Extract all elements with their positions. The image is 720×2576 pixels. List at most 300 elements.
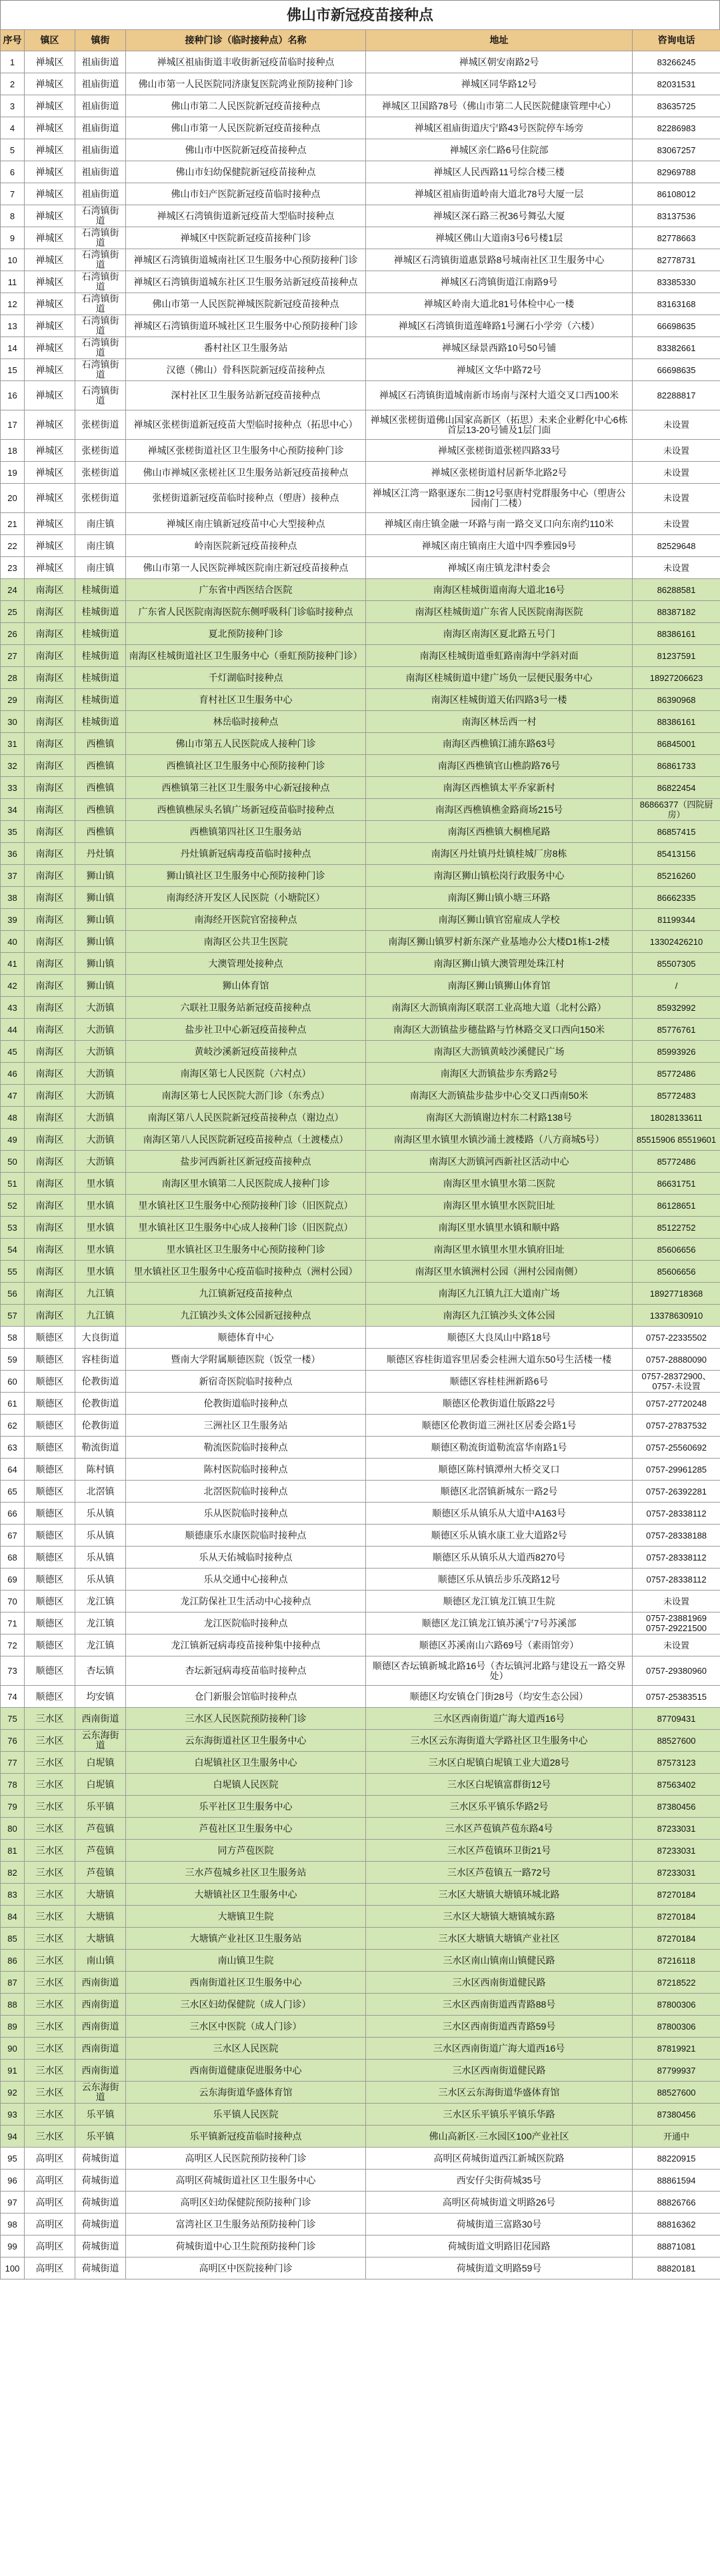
cell-index: 53 — [1, 1217, 25, 1239]
cell-district: 南海区 — [25, 1063, 75, 1085]
cell-address: 三水区西南街道广海大道西16号 — [366, 2038, 633, 2060]
cell-index: 67 — [1, 1525, 25, 1547]
table-row — [1, 1283, 720, 1305]
cell-district: 禅城区 — [25, 51, 75, 73]
cell-phone: 66698635 — [633, 359, 720, 381]
table-row — [1, 1840, 720, 1862]
cell-town: 荷城街道 — [75, 2148, 126, 2170]
cell-address: 南海区九江镇沙头文体公园 — [366, 1305, 633, 1327]
table-row — [1, 73, 720, 95]
cell-address: 南海区里水镇里水镇沙涌土渡楼路（八方商城5号） — [366, 1129, 633, 1151]
cell-index: 51 — [1, 1173, 25, 1195]
cell-town: 龙江镇 — [75, 1591, 126, 1612]
cell-district: 南海区 — [25, 975, 75, 997]
cell-index: 79 — [1, 1796, 25, 1818]
cell-district: 顺德区 — [25, 1503, 75, 1525]
cell-district: 禅城区 — [25, 462, 75, 484]
cell-town: 祖庙街道 — [75, 161, 126, 183]
cell-address: 三水区大塘镇大塘镇城东路 — [366, 1906, 633, 1928]
cell-phone: 0757-26392281 — [633, 1481, 720, 1503]
cell-district: 禅城区 — [25, 139, 75, 161]
cell-phone: 87270184 — [633, 1928, 720, 1950]
cell-index: 85 — [1, 1928, 25, 1950]
cell-town: 勒流街道 — [75, 1437, 126, 1459]
cell-phone: 未设置 — [633, 1591, 720, 1612]
cell-address: 南海区狮山镇小塘三环路 — [366, 887, 633, 909]
cell-address: 三水区乐平镇乐平镇乐华路 — [366, 2104, 633, 2126]
table-row — [1, 1063, 720, 1085]
table-row — [1, 183, 720, 205]
cell-site-name: 南海区公共卫生医院 — [126, 931, 366, 953]
cell-district: 禅城区 — [25, 484, 75, 513]
cell-district: 顺德区 — [25, 1612, 75, 1634]
cell-site-name: 盐步河西新社区新冠疫苗接种点 — [126, 1151, 366, 1173]
cell-site-name: 高明区荷城街道社区卫生服务中心 — [126, 2170, 366, 2192]
cell-town: 荷城街道 — [75, 2236, 126, 2257]
cell-index: 39 — [1, 909, 25, 931]
table-row — [1, 975, 720, 997]
cell-address: 顺德区乐从镇乐从大道中A163号 — [366, 1503, 633, 1525]
cell-district: 南海区 — [25, 997, 75, 1019]
column-header-phone: 咨询电话 — [633, 30, 720, 51]
cell-phone: 13378630910 — [633, 1305, 720, 1327]
cell-town: 南庄镇 — [75, 535, 126, 557]
cell-town: 祖庙街道 — [75, 139, 126, 161]
cell-site-name: 龙江防保社卫生活动中心接种点 — [126, 1591, 366, 1612]
cell-district: 南海区 — [25, 733, 75, 755]
cell-district: 顺德区 — [25, 1393, 75, 1415]
table-row — [1, 1591, 720, 1612]
cell-address: 禅城区人民西路11号综合楼三楼 — [366, 161, 633, 183]
cell-district: 顺德区 — [25, 1686, 75, 1708]
cell-district: 南海区 — [25, 689, 75, 711]
cell-town: 里水镇 — [75, 1261, 126, 1283]
cell-address: 南海区里水镇里水第二医院 — [366, 1173, 633, 1195]
cell-address: 南海区狮山镇罗村新东深产业基地办公大楼D1栋1-2楼 — [366, 931, 633, 953]
cell-index: 1 — [1, 51, 25, 73]
table-row — [1, 249, 720, 271]
cell-site-name: 南海区桂城街道社区卫生服务中心（垂虹预防接种门诊） — [126, 645, 366, 667]
cell-site-name: 龙江镇新冠病毒疫苗接种集中接种点 — [126, 1634, 366, 1656]
cell-district: 禅城区 — [25, 95, 75, 117]
cell-address: 南海区狮山镇狮山体育馆 — [366, 975, 633, 997]
cell-site-name: 乐从交通中心接种点 — [126, 1569, 366, 1591]
cell-index: 78 — [1, 1774, 25, 1796]
cell-index: 95 — [1, 2148, 25, 2170]
cell-phone: 87233031 — [633, 1818, 720, 1840]
cell-phone: 85515906 85519601 — [633, 1129, 720, 1151]
table-row — [1, 1994, 720, 2016]
cell-address: 三水区白坭镇白坭镇工业大道28号 — [366, 1752, 633, 1774]
cell-district: 南海区 — [25, 711, 75, 733]
cell-town: 西南街道 — [75, 2060, 126, 2082]
cell-district: 三水区 — [25, 1818, 75, 1840]
cell-index: 3 — [1, 95, 25, 117]
cell-site-name: 新宿奇医院临时接种点 — [126, 1371, 366, 1393]
cell-site-name: 禅城区张槎街道新冠疫苗大型临时接种点（拓思中心） — [126, 410, 366, 440]
cell-district: 三水区 — [25, 1708, 75, 1730]
cell-phone: 85606656 — [633, 1261, 720, 1283]
cell-town: 桂城街道 — [75, 623, 126, 645]
cell-site-name: 白坭镇社区卫生服务中心 — [126, 1752, 366, 1774]
cell-address: 顺德区均安镇仓门街28号（均安生态公园） — [366, 1686, 633, 1708]
cell-address: 顺德区容桂桂洲新路6号 — [366, 1371, 633, 1393]
cell-index: 14 — [1, 337, 25, 359]
cell-index: 66 — [1, 1503, 25, 1525]
cell-site-name: 里水镇社区卫生服务中心成人接种门诊（旧医院点） — [126, 1217, 366, 1239]
table-row — [1, 1752, 720, 1774]
cell-index: 19 — [1, 462, 25, 484]
cell-district: 高明区 — [25, 2236, 75, 2257]
cell-address: 禅城区文华中路72号 — [366, 359, 633, 381]
cell-index: 23 — [1, 557, 25, 579]
table-row — [1, 1906, 720, 1928]
cell-address: 南海区桂城街道南海大道北16号 — [366, 579, 633, 601]
cell-index: 86 — [1, 1950, 25, 1972]
cell-address: 三水区白坭镇富群街12号 — [366, 1774, 633, 1796]
cell-town: 桂城街道 — [75, 667, 126, 689]
table-row — [1, 2148, 720, 2170]
cell-index: 48 — [1, 1107, 25, 1129]
cell-address: 禅城区张槎街道佛山国家高新区（拓思）未来企业孵化中心6栋首层13-20号铺及1层门面 — [366, 410, 633, 440]
cell-district: 三水区 — [25, 1796, 75, 1818]
table-row — [1, 689, 720, 711]
cell-phone: 83163168 — [633, 293, 720, 315]
cell-address: 南海区狮山镇官窑雇成人学校 — [366, 909, 633, 931]
cell-address: 禅城区南庄镇南庄大道中四季雅园9号 — [366, 535, 633, 557]
cell-address: 南海区西樵镇江浦东路63号 — [366, 733, 633, 755]
cell-site-name: 番村社区卫生服务站 — [126, 337, 366, 359]
cell-phone: 未设置 — [633, 484, 720, 513]
cell-town: 石湾镇街道 — [75, 359, 126, 381]
cell-district: 顺德区 — [25, 1634, 75, 1656]
cell-address: 南海区南海区夏北路五号门 — [366, 623, 633, 645]
cell-town: 大沥镇 — [75, 1063, 126, 1085]
cell-town: 桂城街道 — [75, 689, 126, 711]
cell-address: 禅城区卫国路78号（佛山市第二人民医院健康管理中心） — [366, 95, 633, 117]
cell-phone: 13302426210 — [633, 931, 720, 953]
cell-town: 云东海街道 — [75, 1730, 126, 1752]
cell-index: 68 — [1, 1547, 25, 1569]
cell-address: 佛山高新区·三水园区100产业社区 — [366, 2126, 633, 2148]
cell-address: 顺德区乐从镇水康工业大道路2号 — [366, 1525, 633, 1547]
cell-index: 59 — [1, 1349, 25, 1371]
cell-phone: 86662335 — [633, 887, 720, 909]
cell-site-name: 佛山市第一人民医院同济康复医院鸿业预防接种门诊 — [126, 73, 366, 95]
cell-site-name: 西樵镇第三社区卫生服务中心新冠接种点 — [126, 777, 366, 799]
table-row — [1, 579, 720, 601]
cell-site-name: 南海经济开发区人民医院（小塘院区） — [126, 887, 366, 909]
cell-address: 顺德区苏溪南山六路69号（素雨馆旁） — [366, 1634, 633, 1656]
cell-district: 三水区 — [25, 2082, 75, 2104]
cell-district: 三水区 — [25, 1730, 75, 1752]
cell-index: 50 — [1, 1151, 25, 1173]
cell-town: 陈村镇 — [75, 1459, 126, 1481]
cell-address: 南海区里水镇洲村公园（洲村公园南侧） — [366, 1261, 633, 1283]
cell-index: 5 — [1, 139, 25, 161]
table-row — [1, 2082, 720, 2104]
cell-index: 13 — [1, 315, 25, 337]
cell-town: 祖庙街道 — [75, 95, 126, 117]
table-row — [1, 887, 720, 909]
cell-district: 三水区 — [25, 1752, 75, 1774]
cell-phone: 0757-25560692 — [633, 1437, 720, 1459]
table-row — [1, 359, 720, 381]
cell-address: 顺德区伦教街道仕版路22号 — [366, 1393, 633, 1415]
cell-town: 大沥镇 — [75, 997, 126, 1019]
table-row — [1, 1327, 720, 1349]
table-row — [1, 1950, 720, 1972]
cell-index: 34 — [1, 799, 25, 821]
cell-site-name: 佛山市妇幼保健院新冠疫苗接种点 — [126, 161, 366, 183]
table-row — [1, 139, 720, 161]
cell-town: 大塘镇 — [75, 1906, 126, 1928]
cell-index: 77 — [1, 1752, 25, 1774]
cell-phone: 88820181 — [633, 2257, 720, 2279]
cell-town: 白坭镇 — [75, 1752, 126, 1774]
table-row — [1, 1884, 720, 1906]
cell-index: 17 — [1, 410, 25, 440]
cell-phone: 87799937 — [633, 2060, 720, 2082]
cell-address: 禅城区朝安南路2号 — [366, 51, 633, 73]
table-row — [1, 2126, 720, 2148]
cell-town: 里水镇 — [75, 1239, 126, 1261]
cell-index: 60 — [1, 1371, 25, 1393]
cell-phone: 18028133611 — [633, 1107, 720, 1129]
cell-address: 南海区狮山镇松岗行政服务中心 — [366, 865, 633, 887]
cell-site-name: 广东省中西医结合医院 — [126, 579, 366, 601]
table-row — [1, 293, 720, 315]
cell-phone: 87380456 — [633, 1796, 720, 1818]
cell-phone: 87800306 — [633, 2016, 720, 2038]
table-row — [1, 1239, 720, 1261]
cell-index: 70 — [1, 1591, 25, 1612]
cell-address: 三水区西南街道广海大道西16号 — [366, 1708, 633, 1730]
table-row — [1, 1195, 720, 1217]
cell-district: 三水区 — [25, 2104, 75, 2126]
cell-site-name: 禅城区祖庙街道丰收街新冠疫苗临时接种点 — [126, 51, 366, 73]
cell-town: 祖庙街道 — [75, 117, 126, 139]
cell-address: 禅城区张槎街道村居新华北路2号 — [366, 462, 633, 484]
cell-address: 禅城区深石路三祝36号舞弘大厦 — [366, 205, 633, 227]
cell-phone: 0757-28880090 — [633, 1349, 720, 1371]
cell-index: 35 — [1, 821, 25, 843]
table-row — [1, 2214, 720, 2236]
cell-site-name: 芦苞社区卫生服务中心 — [126, 1818, 366, 1840]
cell-district: 南海区 — [25, 1107, 75, 1129]
cell-district: 顺德区 — [25, 1327, 75, 1349]
cell-district: 禅城区 — [25, 205, 75, 227]
cell-index: 75 — [1, 1708, 25, 1730]
table-row — [1, 161, 720, 183]
table-row — [1, 51, 720, 73]
table-row — [1, 667, 720, 689]
cell-phone: 88861594 — [633, 2170, 720, 2192]
table-row — [1, 410, 720, 440]
table-row — [1, 1972, 720, 1994]
cell-address: 三水区西南街道健民路 — [366, 2060, 633, 2082]
cell-index: 69 — [1, 1569, 25, 1591]
cell-district: 三水区 — [25, 1994, 75, 2016]
table-row — [1, 733, 720, 755]
table-row — [1, 440, 720, 462]
table-row — [1, 513, 720, 535]
cell-index: 76 — [1, 1730, 25, 1752]
cell-district: 南海区 — [25, 579, 75, 601]
cell-phone: 88527600 — [633, 1730, 720, 1752]
cell-phone: 未设置 — [633, 1634, 720, 1656]
cell-index: 49 — [1, 1129, 25, 1151]
cell-address: 顺德区陈村镇潭州大桥交叉口 — [366, 1459, 633, 1481]
cell-phone: 18927718368 — [633, 1283, 720, 1305]
cell-site-name: 九江镇新冠疫苗接种点 — [126, 1283, 366, 1305]
table-row — [1, 2038, 720, 2060]
cell-index: 27 — [1, 645, 25, 667]
cell-town: 桂城街道 — [75, 645, 126, 667]
cell-address: 南海区大沥镇谢边村东二村路138号 — [366, 1107, 633, 1129]
column-header-town: 镇街 — [75, 30, 126, 51]
cell-district: 高明区 — [25, 2214, 75, 2236]
cell-address: 禅城区石湾镇街道莲峰路1号澜石小学旁（六楼） — [366, 315, 633, 337]
cell-phone: 82286983 — [633, 117, 720, 139]
cell-site-name: 仓门新服会馆临时接种点 — [126, 1686, 366, 1708]
cell-index: 40 — [1, 931, 25, 953]
cell-site-name: 南山镇卫生院 — [126, 1950, 366, 1972]
cell-town: 大沥镇 — [75, 1019, 126, 1041]
cell-phone: 0757-23881969 0757-29221500 — [633, 1612, 720, 1634]
table-row — [1, 1686, 720, 1708]
cell-index: 43 — [1, 997, 25, 1019]
cell-district: 顺德区 — [25, 1371, 75, 1393]
cell-town: 芦苞镇 — [75, 1840, 126, 1862]
cell-index: 22 — [1, 535, 25, 557]
cell-site-name: 禅城区中医院新冠疫苗接种门诊 — [126, 227, 366, 249]
cell-district: 禅城区 — [25, 440, 75, 462]
cell-town: 狮山镇 — [75, 865, 126, 887]
cell-phone: 81199344 — [633, 909, 720, 931]
cell-address: 禅城区佛山大道南3号6号楼1层 — [366, 227, 633, 249]
cell-district: 高明区 — [25, 2170, 75, 2192]
cell-address: 三水区芦苞镇芦苞东路4号 — [366, 1818, 633, 1840]
cell-address: 南海区桂城街道中建广场负一层便民服务中心 — [366, 667, 633, 689]
cell-site-name: 南海区第八人民医院新冠疫苗接种点（土渡楼点） — [126, 1129, 366, 1151]
cell-district: 南海区 — [25, 1195, 75, 1217]
cell-site-name: 南海区里水镇第二人民医院成人接种门诊 — [126, 1173, 366, 1195]
table-row — [1, 227, 720, 249]
table-row — [1, 1634, 720, 1656]
cell-index: 55 — [1, 1261, 25, 1283]
table-row — [1, 1612, 720, 1634]
table-row — [1, 315, 720, 337]
cell-site-name: 西南街道社区卫生服务中心 — [126, 1972, 366, 1994]
cell-index: 97 — [1, 2192, 25, 2214]
cell-district: 南海区 — [25, 887, 75, 909]
cell-address: 顺德区伦教街道三洲社区居委会路1号 — [366, 1415, 633, 1437]
cell-site-name: 三水区中医院（成人门诊） — [126, 2016, 366, 2038]
cell-address: 禅城区南庄镇龙津村委会 — [366, 557, 633, 579]
cell-district: 禅城区 — [25, 271, 75, 293]
cell-district: 顺德区 — [25, 1525, 75, 1547]
cell-address: 顺德区勒流街道勒流富华南路1号 — [366, 1437, 633, 1459]
cell-phone: 86822454 — [633, 777, 720, 799]
cell-address: 禅城区祖庙街道庆宁路43号医院停车场旁 — [366, 117, 633, 139]
cell-district: 三水区 — [25, 1840, 75, 1862]
cell-site-name: 西樵镇樵尿头名镇广场新冠疫苗临时接种点 — [126, 799, 366, 821]
cell-site-name: 育村社区卫生服务中心 — [126, 689, 366, 711]
cell-town: 祖庙街道 — [75, 183, 126, 205]
cell-address: 顺德区大良凤山中路18号 — [366, 1327, 633, 1349]
cell-site-name: 三水芦苞城乡社区卫生服务站 — [126, 1862, 366, 1884]
cell-town: 西南街道 — [75, 1708, 126, 1730]
cell-index: 73 — [1, 1656, 25, 1686]
cell-town: 芦苞镇 — [75, 1862, 126, 1884]
table-row — [1, 1393, 720, 1415]
cell-district: 三水区 — [25, 2060, 75, 2082]
cell-district: 顺德区 — [25, 1547, 75, 1569]
table-row — [1, 1371, 720, 1393]
cell-town: 张槎街道 — [75, 462, 126, 484]
cell-phone: 85772486 — [633, 1063, 720, 1085]
cell-district: 南海区 — [25, 667, 75, 689]
cell-phone: 87270184 — [633, 1906, 720, 1928]
cell-town: 石湾镇街道 — [75, 249, 126, 271]
cell-phone: 0757-25383515 — [633, 1686, 720, 1708]
cell-index: 7 — [1, 183, 25, 205]
table-row — [1, 1437, 720, 1459]
cell-district: 三水区 — [25, 2126, 75, 2148]
table-row — [1, 1415, 720, 1437]
cell-site-name: 黄岐沙溪新冠疫苗接种点 — [126, 1041, 366, 1063]
vaccination-sites-table — [0, 29, 720, 2279]
cell-site-name: 佛山市第一人民医院禅城医院南庄新冠疫苗接种点 — [126, 557, 366, 579]
cell-site-name: 乐平镇人民医院 — [126, 2104, 366, 2126]
cell-address: 顺德区龙江镇龙江镇苏溪宁7号苏溪部 — [366, 1612, 633, 1634]
cell-address: 三水区乐平镇乐华路2号 — [366, 1796, 633, 1818]
table-row — [1, 1862, 720, 1884]
table-row — [1, 337, 720, 359]
cell-address: 顺德区杏坛镇新城北路16号（杏坛镇河北路与建设五一路交界处） — [366, 1656, 633, 1686]
cell-town: 大沥镇 — [75, 1085, 126, 1107]
cell-index: 61 — [1, 1393, 25, 1415]
cell-town: 狮山镇 — [75, 931, 126, 953]
table-row — [1, 2170, 720, 2192]
cell-phone: 86845001 — [633, 733, 720, 755]
cell-index: 90 — [1, 2038, 25, 2060]
cell-town: 均安镇 — [75, 1686, 126, 1708]
cell-address: 禅城区岭南大道北81号体检中心一楼 — [366, 293, 633, 315]
cell-index: 11 — [1, 271, 25, 293]
cell-address: 南海区西樵镇大桐樵尾路 — [366, 821, 633, 843]
cell-site-name: 伦教街道临时接种点 — [126, 1393, 366, 1415]
cell-district: 南海区 — [25, 1239, 75, 1261]
cell-town: 九江镇 — [75, 1283, 126, 1305]
table-row — [1, 865, 720, 887]
cell-town: 乐从镇 — [75, 1569, 126, 1591]
cell-district: 顺德区 — [25, 1481, 75, 1503]
cell-site-name: 三水区妇幼保健院（成人门诊） — [126, 1994, 366, 2016]
cell-index: 42 — [1, 975, 25, 997]
cell-phone: 未设置 — [633, 410, 720, 440]
cell-index: 2 — [1, 73, 25, 95]
cell-phone: 86390968 — [633, 689, 720, 711]
table-row — [1, 711, 720, 733]
table-row — [1, 1481, 720, 1503]
table-row — [1, 1217, 720, 1239]
cell-district: 禅城区 — [25, 117, 75, 139]
cell-site-name: 暨南大学附属顺德医院（饭堂一楼） — [126, 1349, 366, 1371]
cell-index: 15 — [1, 359, 25, 381]
table-row — [1, 1261, 720, 1283]
